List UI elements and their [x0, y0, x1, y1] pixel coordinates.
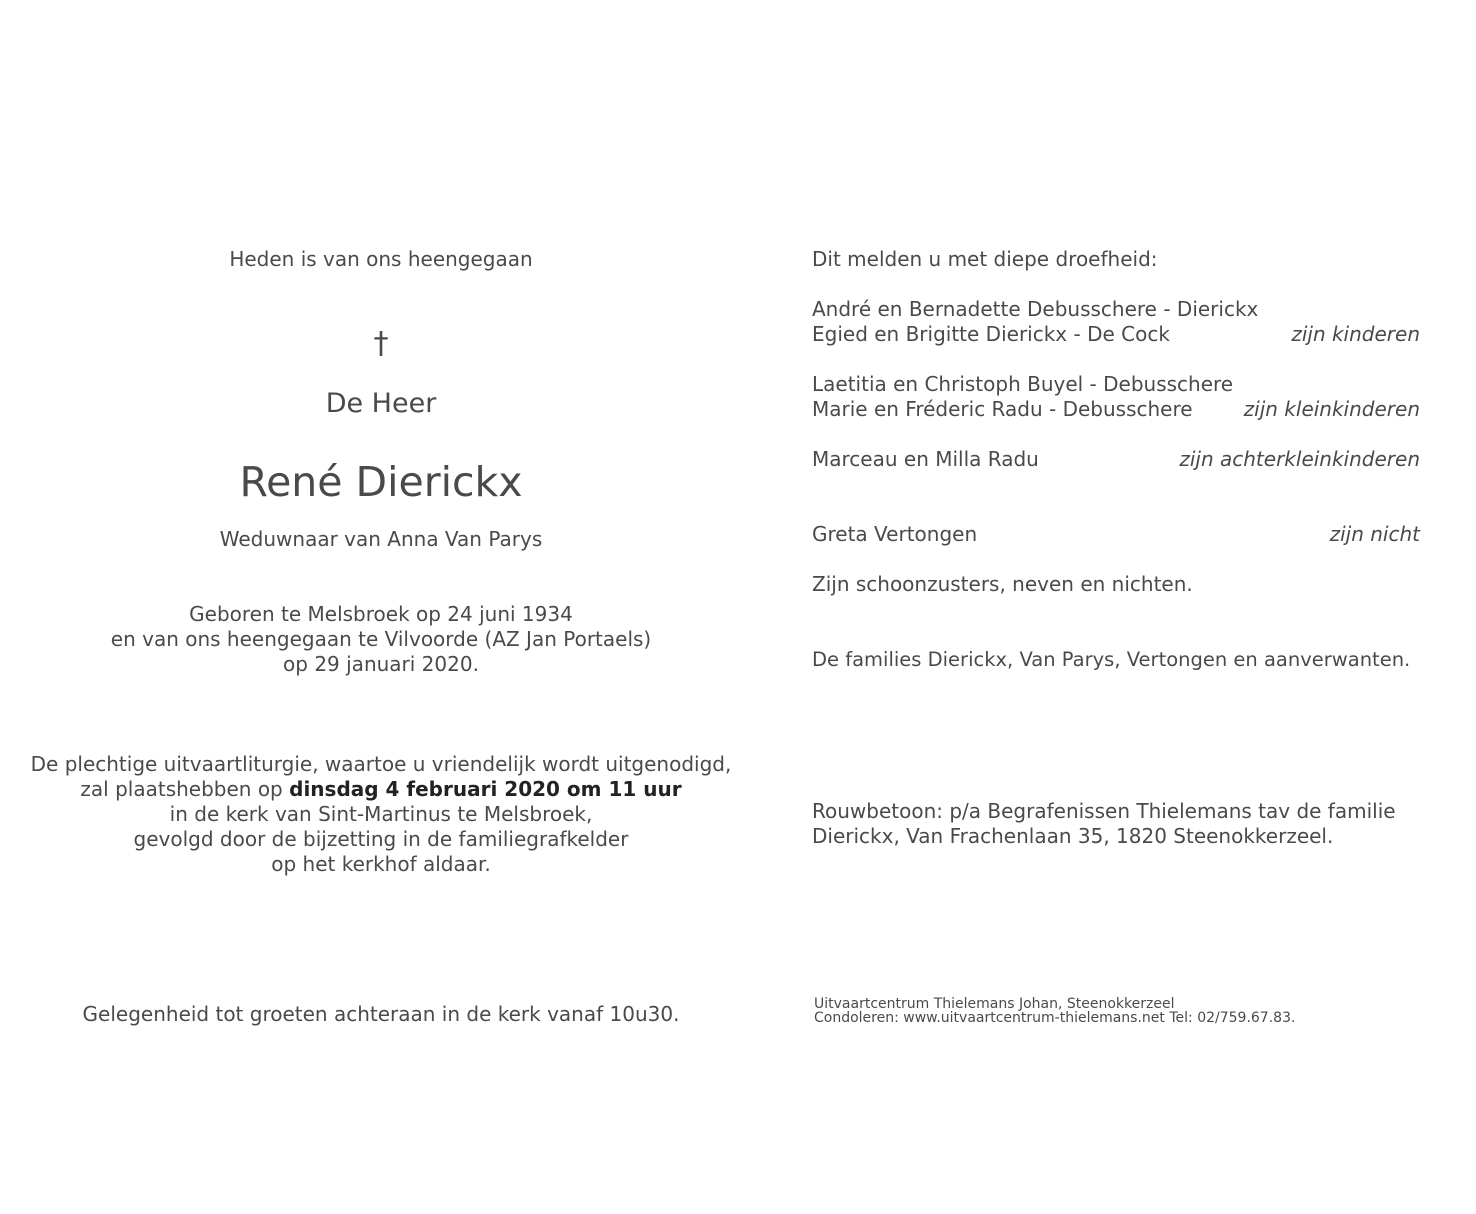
- funeral-line-4: gevolgd door de bijzetting in de familiegrafkelder: [133, 827, 629, 851]
- children-line-1: André en Bernadette Debusschere - Dierickx: [812, 297, 1259, 321]
- widower-text: Weduwnaar van Anna Van Parys: [219, 527, 543, 551]
- footer-line-1: Uitvaartcentrum Thielemans Johan, Steenokkerzeel: [814, 996, 1175, 1012]
- deceased-name: René Dierickx: [239, 458, 523, 506]
- funeral-line-5: op het kerkhof aldaar.: [271, 852, 491, 876]
- announce-text: Dit melden u met diepe droefheid:: [812, 247, 1158, 271]
- condolence-line-2: Dierickx, Van Frachenlaan 35, 1820 Steenokkerzeel.: [812, 824, 1334, 848]
- cross-icon: †: [373, 326, 389, 361]
- footer-line-2: Condoleren: www.uitvaartcentrum-thielemans.net Tel: 02/759.67.83.: [814, 1010, 1296, 1026]
- grandchildren-label: zijn kleinkinderen: [1243, 397, 1420, 421]
- funeral-date: dinsdag 4 februari 2020 om 11 uur: [289, 777, 682, 801]
- honorific: De Heer: [325, 388, 437, 419]
- grandchildren-line-1: Laetitia en Christoph Buyel - Debusschere: [812, 372, 1234, 396]
- birth-line-3: op 29 januari 2020.: [283, 652, 479, 676]
- funeral-line-3: in de kerk van Sint-Martinus te Melsbroek,: [169, 802, 593, 826]
- condolence-line-1: Rouwbetoon: p/a Begrafenissen Thielemans tav de familie: [812, 799, 1396, 823]
- funeral-line-2: [0, 777, 762, 802]
- greatgrandchildren-line-1: Marceau en Milla Radu: [812, 447, 1039, 471]
- grandchildren-line-2: Marie en Fréderic Radu - Debusschere: [812, 397, 1193, 421]
- greatgrandchildren-label: zijn achterkleinkinderen: [1179, 447, 1420, 471]
- children-label: zijn kinderen: [1291, 322, 1420, 346]
- intro-text: Heden is van ons heengegaan: [229, 247, 533, 271]
- families-text: De families Dierickx, Van Parys, Vertongen en aanverwanten.: [812, 648, 1411, 671]
- funeral-line-2-prefix: zal plaatshebben op: [80, 777, 290, 801]
- inlaws-text: Zijn schoonzusters, neven en nichten.: [812, 572, 1193, 596]
- birth-line-1: Geboren te Melsbroek op 24 juni 1934: [189, 602, 573, 626]
- funeral-line-1: De plechtige uitvaartliturgie, waartoe u vriendelijk wordt uitgenodigd,: [30, 752, 732, 776]
- children-line-2: Egied en Brigitte Dierickx - De Cock: [812, 322, 1170, 346]
- greeting-text: Gelegenheid tot groeten achteraan in de kerk vanaf 10u30.: [82, 1002, 680, 1026]
- birth-line-2: en van ons heengegaan te Vilvoorde (AZ Jan Portaels): [110, 627, 652, 651]
- niece-line-1: Greta Vertongen: [812, 522, 978, 546]
- niece-label: zijn nicht: [1329, 522, 1420, 546]
